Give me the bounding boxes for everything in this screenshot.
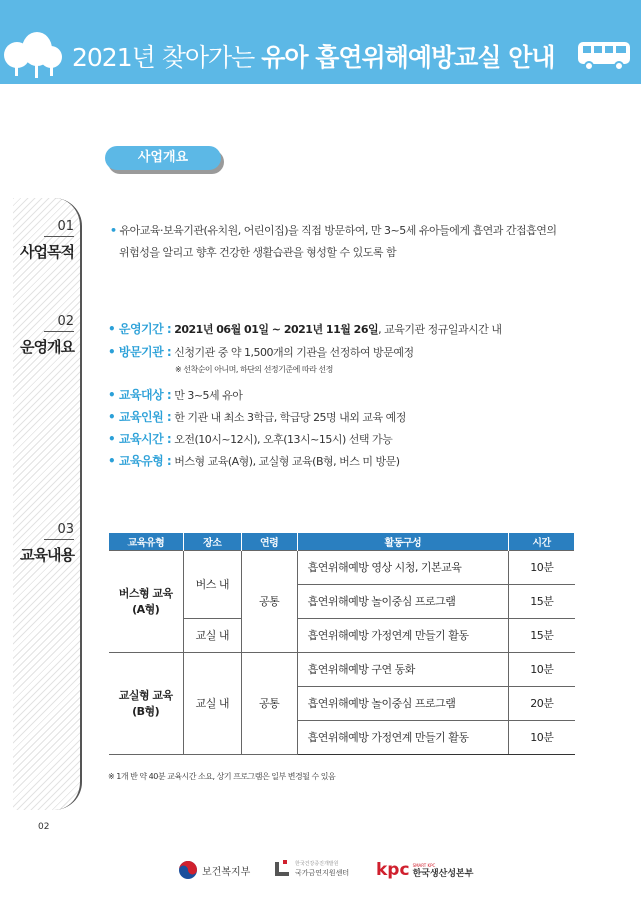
activity-cell: 흡연위해예방 놀이중심 프로그램	[297, 584, 509, 618]
sidebar-divider	[44, 331, 74, 332]
op-headcount: • 교육인원 : 한 기관 내 최소 3학급, 학급당 25명 내외 교육 예정	[108, 410, 406, 424]
sidebar-label: 운영개요	[20, 338, 74, 356]
sidebar-item-operation	[20, 314, 74, 357]
type-cell-b: 교실형 교육 (B형)	[109, 652, 184, 754]
sidebar-divider	[44, 236, 74, 237]
sidebar-label: 교육내용	[20, 546, 74, 564]
page-number: 02	[38, 822, 50, 832]
time-cell: 20분	[509, 686, 575, 720]
table-header-cell: 연령	[241, 533, 297, 550]
table-header-cell: 활동구성	[297, 533, 509, 550]
place-cell: 버스 내	[183, 550, 241, 618]
place-cell: 교실 내	[183, 652, 241, 754]
section-title-pill: 사업개요	[105, 146, 221, 170]
place-cell: 교실 내	[183, 618, 241, 652]
taegeuk-icon	[178, 860, 198, 880]
page-title: 2021년 찾아가는 유아 흡연위해예방교실 안내	[72, 43, 555, 72]
op-type: • 교육유형 : 버스형 교육(A형), 교실형 교육(B형, 버스 미 방문)	[108, 454, 400, 468]
bullet-icon: •	[110, 224, 117, 237]
sidebar-number: 01	[57, 219, 74, 234]
activity-cell: 흡연위해예방 가정연계 만들기 활동	[297, 618, 509, 652]
time-cell: 10분	[509, 652, 575, 686]
sidebar-number: 02	[57, 314, 74, 329]
sidebar-divider	[44, 539, 74, 540]
sidebar-rail	[13, 198, 82, 810]
op-period: • 운영기간 : 2021년 06월 01일 ~ 2021년 11월 26일, 교육기관 정규일과시간 내	[108, 322, 502, 336]
activity-cell: 흡연위해예방 놀이중심 프로그램	[297, 686, 509, 720]
time-cell: 15분	[509, 584, 575, 618]
time-cell: 15분	[509, 618, 575, 652]
table-header-cell: 장소	[183, 533, 241, 550]
kpc-logo: kpc SMART KPC 한국생산성본부	[376, 860, 474, 880]
table-header-row	[109, 533, 575, 550]
activity-cell: 흡연위해예방 가정연계 만들기 활동	[297, 720, 509, 754]
sidebar-number: 03	[57, 522, 74, 537]
type-cell-a: 버스형 교육 (A형)	[109, 550, 184, 652]
age-cell: 공통	[241, 550, 297, 652]
sidebar-item-purpose	[20, 219, 74, 262]
age-cell: 공통	[241, 652, 297, 754]
purpose-text: • 유아교육·보육기관(유치원, 어린이집)을 직접 방문하여, 만 3~5세 유아들에게 흡연과 간접흡연의 위험성을 알리고 향후 건강한 생활습관을 형성할 수 있도록 함	[110, 224, 557, 259]
table-note: ※ 1개 반 약 40분 교육시간 소요, 상기 프로그램은 일부 변경될 수 있음	[108, 772, 336, 781]
nsc-logo: 한국건강증진개발원 국가금연지원센터	[275, 860, 349, 878]
sidebar-item-content	[20, 522, 74, 565]
time-cell: 10분	[509, 550, 575, 584]
op-audience: • 교육대상 : 만 3~5세 유아	[108, 388, 243, 402]
op-visit-org: • 방문기관 : 신청기관 중 약 1,500개의 기관을 선정하여 방문예정	[108, 345, 414, 359]
activity-cell: 흡연위해예방 영상 시청, 기본교육	[297, 550, 509, 584]
time-cell: 10분	[509, 720, 575, 754]
footer-logos	[0, 860, 641, 882]
op-note: ※ 선착순이 아니며, 하단의 선정기준에 따라 선정	[175, 365, 333, 374]
mohw-logo: 보건복지부	[178, 860, 250, 880]
table-header-cell: 시간	[509, 533, 575, 550]
sidebar-label: 사업목적	[20, 243, 74, 261]
table-header-cell: 교육유형	[109, 533, 184, 550]
table-row	[109, 652, 575, 686]
op-time: • 교육시간 : 오전(10시~12시), 오후(13시~15시) 선택 가능	[108, 432, 393, 446]
bus-icon	[576, 40, 632, 72]
header-banner	[0, 0, 641, 84]
nsc-mark-icon	[275, 860, 291, 878]
activity-cell: 흡연위해예방 구연 동화	[297, 652, 509, 686]
education-table	[108, 533, 575, 755]
table-row	[109, 550, 575, 584]
